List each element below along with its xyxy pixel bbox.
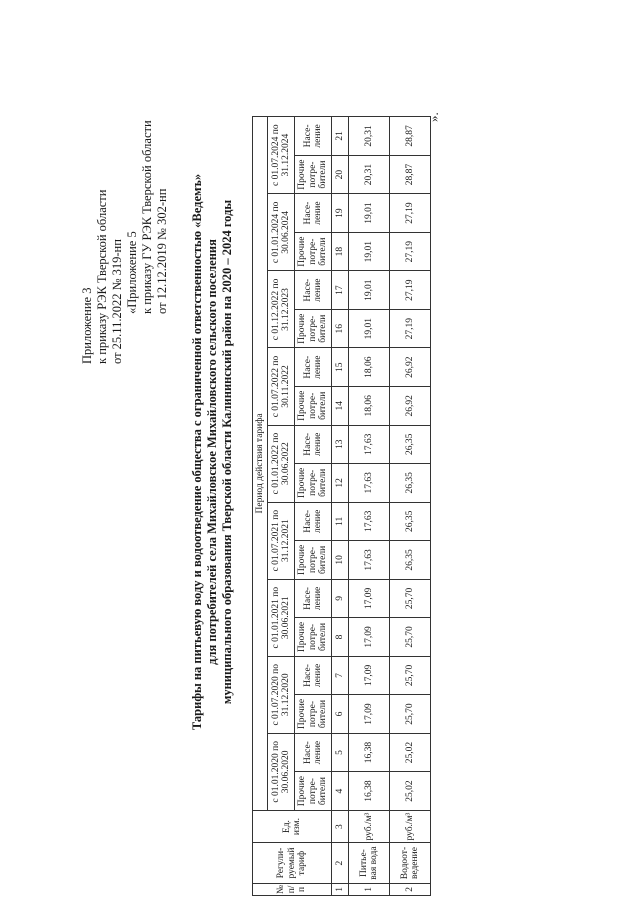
column-number: 19	[332, 194, 349, 233]
tariff-value: 20,31	[349, 155, 390, 194]
tariff-value: 25,02	[390, 733, 431, 772]
tariff-value: 19,01	[349, 232, 390, 271]
period-header: с 01.12.2022 по 31.12.2023	[268, 271, 295, 348]
tariff-value: 27,19	[390, 232, 431, 271]
column-number: 11	[332, 502, 349, 541]
col-header-period: Период действия тарифа	[253, 117, 268, 811]
column-number: 20	[332, 155, 349, 194]
tariff-value: 16,38	[349, 733, 390, 772]
consumer-population-header: Насе-ление	[295, 656, 332, 695]
title-line: для потребителей села Михайловское Михайловского сельского поселения	[205, 239, 219, 665]
consumer-other-header: Прочие потре-бители	[295, 772, 332, 811]
column-number: 3	[332, 810, 349, 842]
tariff-value: 17,63	[349, 425, 390, 464]
tariff-value: 17,63	[349, 541, 390, 580]
column-number: 17	[332, 271, 349, 310]
col-header-tariff: Регули-руемый тариф	[253, 843, 332, 884]
period-header: с 01.07.2024 по 31.12.2024	[268, 117, 295, 194]
row-unit: руб./м³	[349, 810, 390, 842]
consumer-population-header: Насе-ление	[295, 348, 332, 387]
period-header: с 01.07.2021 по 31.12.2021	[268, 502, 295, 579]
tariff-value: 17,09	[349, 656, 390, 695]
consumer-population-header: Насе-ление	[295, 502, 332, 541]
tariff-value: 25,02	[390, 772, 431, 811]
consumer-population-header: Насе-ление	[295, 579, 332, 618]
period-header: с 01.01.2021 по 30.06.2021	[268, 579, 295, 656]
table-header-row	[253, 117, 268, 896]
tariff-value: 27,19	[390, 194, 431, 233]
row-tariff-name: Водоот-ведение	[390, 843, 431, 884]
tariff-value: 17,09	[349, 579, 390, 618]
column-number: 10	[332, 541, 349, 580]
column-number: 18	[332, 232, 349, 271]
column-number: 1	[332, 883, 349, 895]
consumer-population-header: Насе-ление	[295, 733, 332, 772]
tariff-value: 17,63	[349, 502, 390, 541]
tariff-value: 18,06	[349, 387, 390, 426]
tariff-table	[252, 116, 431, 896]
consumer-population-header: Насе-ление	[295, 194, 332, 233]
tariff-value: 26,92	[390, 387, 431, 426]
title-line: муниципального образования Тверской области Калининский район на 2020 – 2024 годы	[220, 199, 234, 705]
consumer-other-header: Прочие потре-бители	[295, 387, 332, 426]
tariff-value: 25,70	[390, 695, 431, 734]
appendix-header-current	[80, 44, 125, 364]
column-number: 12	[332, 464, 349, 503]
row-tariff-name: Питье-вая вода	[349, 843, 390, 884]
consumer-other-header: Прочие потре-бители	[295, 695, 332, 734]
period-header: с 01.01.2022 по 30.06.2022	[268, 425, 295, 502]
col-header-no: № п/п	[253, 883, 332, 895]
period-header: с 01.01.2020 по 30.06.2020	[268, 733, 295, 810]
tariff-value: 27,19	[390, 309, 431, 348]
consumer-other-header: Прочие потре-бители	[295, 464, 332, 503]
tariff-value: 25,70	[390, 656, 431, 695]
appendix-title: Приложение 3	[80, 287, 94, 364]
consumer-population-header: Насе-ление	[295, 425, 332, 464]
column-number: 2	[332, 843, 349, 884]
appendix-order-date: от 25.11.2022 № 319-нп	[110, 239, 124, 364]
period-header: с 01.01.2024 по 30.06.2024	[268, 194, 295, 271]
table-row	[349, 117, 390, 896]
column-number: 4	[332, 772, 349, 811]
tariff-value: 26,92	[390, 348, 431, 387]
tariff-value: 17,63	[349, 464, 390, 503]
tariff-value: 19,01	[349, 271, 390, 310]
column-number: 7	[332, 656, 349, 695]
closing-quote: ».	[426, 112, 441, 122]
column-number: 8	[332, 618, 349, 657]
tariff-value: 26,35	[390, 541, 431, 580]
consumer-other-header: Прочие потре-бители	[295, 155, 332, 194]
period-header: с 01.07.2022 по 30.11.2022	[268, 348, 295, 425]
appendix-header-original	[125, 4, 170, 314]
table-header-row	[268, 117, 295, 896]
tariff-value: 27,19	[390, 271, 431, 310]
tariff-value: 19,01	[349, 309, 390, 348]
tariff-value: 25,70	[390, 618, 431, 657]
row-number: 1	[349, 883, 390, 895]
appendix-order-date: от 12.12.2019 № 302-нп	[155, 188, 169, 314]
appendix-order-ref: к приказу ГУ РЭК Тверской области	[140, 120, 154, 314]
tariff-value: 17,09	[349, 695, 390, 734]
tariff-value: 26,35	[390, 502, 431, 541]
tariff-value: 28,87	[390, 155, 431, 194]
tariff-value: 25,70	[390, 579, 431, 618]
tariff-value: 18,06	[349, 348, 390, 387]
tariff-value: 19,01	[349, 194, 390, 233]
title-line: Тарифы на питьевую воду и водоотведение общества с ограниченной ответственностью «Ведемъ»	[190, 173, 204, 731]
tariff-value: 16,38	[349, 772, 390, 811]
table-header-row	[332, 117, 349, 896]
appendix-title: «Приложение 5	[125, 231, 139, 314]
tariff-value: 28,87	[390, 117, 431, 156]
tariff-value: 17,09	[349, 618, 390, 657]
row-unit: руб./м³	[390, 810, 431, 842]
consumer-population-header: Насе-ление	[295, 117, 332, 156]
column-number: 21	[332, 117, 349, 156]
period-header: с 01.07.2020 по 31.12.2020	[268, 656, 295, 733]
column-number: 5	[332, 733, 349, 772]
appendix-order-ref: к приказу РЭК Тверской области	[95, 189, 109, 364]
table-row	[390, 117, 431, 896]
column-number: 9	[332, 579, 349, 618]
column-number: 15	[332, 348, 349, 387]
consumer-other-header: Прочие потре-бители	[295, 309, 332, 348]
consumer-other-header: Прочие потре-бители	[295, 541, 332, 580]
tariff-value: 20,31	[349, 117, 390, 156]
consumer-other-header: Прочие потре-бители	[295, 232, 332, 271]
table-header-row	[295, 117, 332, 896]
row-number: 2	[390, 883, 431, 895]
column-number: 16	[332, 309, 349, 348]
column-number: 14	[332, 387, 349, 426]
column-number: 6	[332, 695, 349, 734]
consumer-population-header: Насе-ление	[295, 271, 332, 310]
column-number: 13	[332, 425, 349, 464]
col-header-unit: Ед. изм.	[253, 810, 332, 842]
document-title	[190, 0, 235, 904]
tariff-value: 26,35	[390, 425, 431, 464]
tariff-value: 26,35	[390, 464, 431, 503]
consumer-other-header: Прочие потре-бители	[295, 618, 332, 657]
